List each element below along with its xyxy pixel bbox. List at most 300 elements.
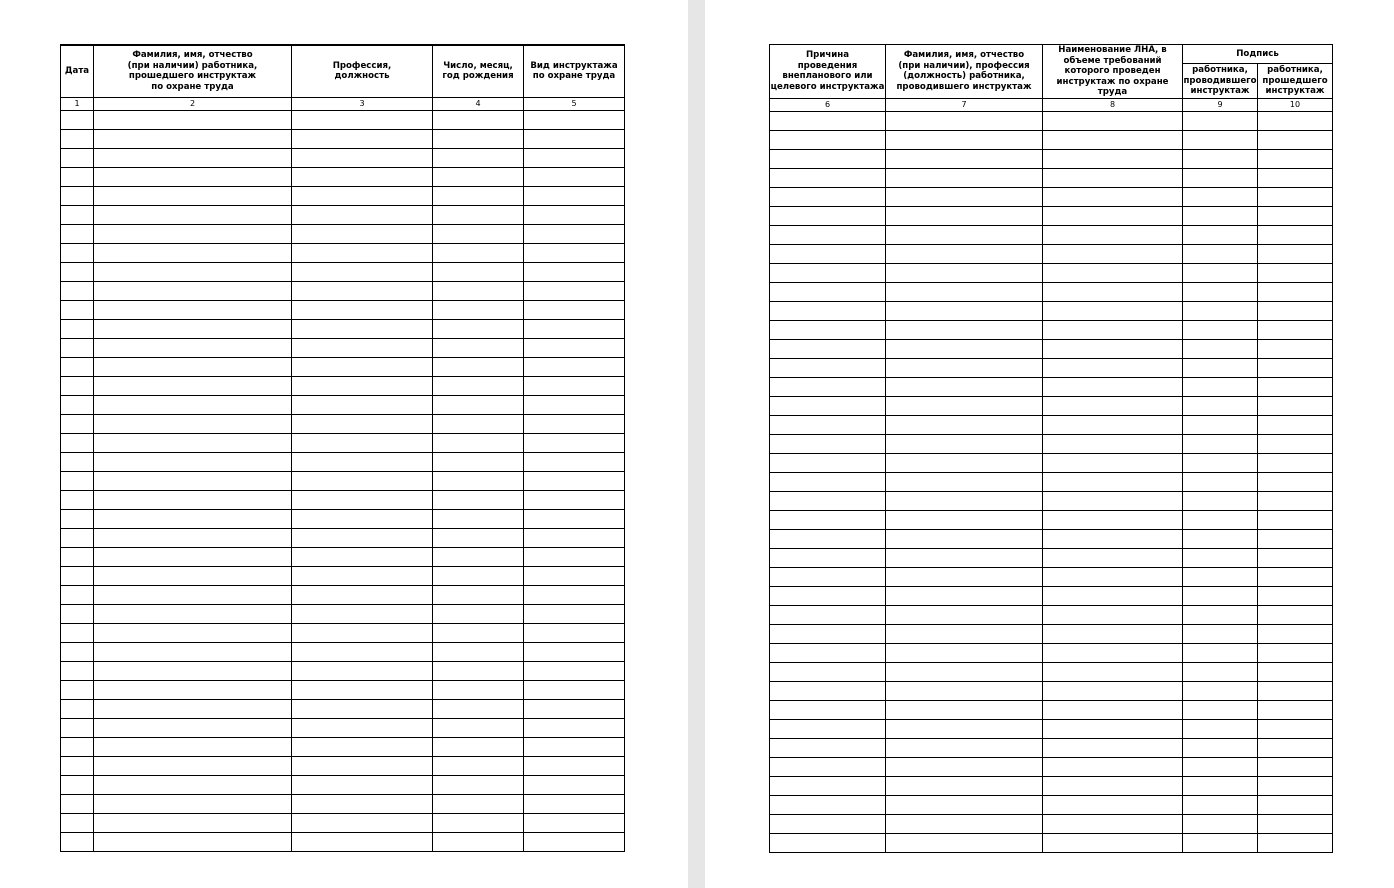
table-cell[interactable]: [61, 509, 94, 528]
table-cell[interactable]: [292, 547, 433, 566]
table-cell[interactable]: [61, 186, 94, 205]
table-cell[interactable]: [292, 604, 433, 623]
table-cell[interactable]: [1183, 282, 1258, 301]
table-cell[interactable]: [524, 167, 625, 186]
table-cell[interactable]: [770, 415, 886, 434]
table-cell[interactable]: [433, 338, 524, 357]
table-cell[interactable]: [524, 661, 625, 680]
table-cell[interactable]: [886, 339, 1043, 358]
table-cell[interactable]: [292, 680, 433, 699]
table-cell[interactable]: [61, 281, 94, 300]
table-cell[interactable]: [292, 756, 433, 775]
table-cell[interactable]: [1043, 548, 1183, 567]
table-cell[interactable]: [524, 832, 625, 851]
table-cell[interactable]: [1183, 586, 1258, 605]
table-cell[interactable]: [61, 756, 94, 775]
table-cell[interactable]: [1183, 225, 1258, 244]
table-cell[interactable]: [770, 149, 886, 168]
table-cell[interactable]: [1258, 282, 1333, 301]
table-cell[interactable]: [292, 395, 433, 414]
table-cell[interactable]: [524, 585, 625, 604]
table-cell[interactable]: [94, 376, 292, 395]
table-cell[interactable]: [61, 414, 94, 433]
table-cell[interactable]: [94, 148, 292, 167]
table-cell[interactable]: [433, 832, 524, 851]
table-cell[interactable]: [524, 129, 625, 148]
table-cell[interactable]: [61, 585, 94, 604]
table-cell[interactable]: [61, 604, 94, 623]
table-cell[interactable]: [94, 110, 292, 129]
table-cell[interactable]: [770, 776, 886, 795]
table-cell[interactable]: [292, 338, 433, 357]
table-cell[interactable]: [524, 794, 625, 813]
table-cell[interactable]: [94, 623, 292, 642]
table-cell[interactable]: [94, 680, 292, 699]
table-cell[interactable]: [1043, 491, 1183, 510]
table-cell[interactable]: [94, 794, 292, 813]
table-cell[interactable]: [1183, 662, 1258, 681]
table-cell[interactable]: [770, 624, 886, 643]
table-cell[interactable]: [770, 168, 886, 187]
table-cell[interactable]: [1183, 396, 1258, 415]
table-cell[interactable]: [770, 225, 886, 244]
table-cell[interactable]: [61, 129, 94, 148]
table-cell[interactable]: [524, 376, 625, 395]
table-cell[interactable]: [770, 472, 886, 491]
table-cell[interactable]: [292, 452, 433, 471]
table-cell[interactable]: [886, 586, 1043, 605]
table-cell[interactable]: [61, 433, 94, 452]
table-cell[interactable]: [524, 547, 625, 566]
table-cell[interactable]: [94, 737, 292, 756]
table-cell[interactable]: [770, 643, 886, 662]
table-cell[interactable]: [886, 301, 1043, 320]
table-cell[interactable]: [61, 243, 94, 262]
table-cell[interactable]: [292, 737, 433, 756]
table-cell[interactable]: [886, 358, 1043, 377]
table-cell[interactable]: [94, 471, 292, 490]
table-cell[interactable]: [1183, 111, 1258, 130]
table-cell[interactable]: [886, 434, 1043, 453]
table-cell[interactable]: [1183, 833, 1258, 852]
table-cell[interactable]: [1043, 567, 1183, 586]
table-cell[interactable]: [292, 148, 433, 167]
table-cell[interactable]: [1183, 624, 1258, 643]
table-cell[interactable]: [433, 490, 524, 509]
table-cell[interactable]: [61, 775, 94, 794]
table-cell[interactable]: [292, 699, 433, 718]
table-cell[interactable]: [292, 832, 433, 851]
table-cell[interactable]: [1043, 149, 1183, 168]
table-cell[interactable]: [1258, 548, 1333, 567]
table-cell[interactable]: [1043, 643, 1183, 662]
table-cell[interactable]: [292, 281, 433, 300]
table-cell[interactable]: [433, 281, 524, 300]
table-cell[interactable]: [886, 130, 1043, 149]
table-cell[interactable]: [524, 490, 625, 509]
table-cell[interactable]: [1043, 719, 1183, 738]
table-cell[interactable]: [94, 661, 292, 680]
table-cell[interactable]: [61, 737, 94, 756]
table-cell[interactable]: [61, 490, 94, 509]
table-cell[interactable]: [292, 471, 433, 490]
table-cell[interactable]: [1258, 130, 1333, 149]
table-cell[interactable]: [61, 262, 94, 281]
table-cell[interactable]: [61, 148, 94, 167]
table-cell[interactable]: [886, 605, 1043, 624]
table-cell[interactable]: [524, 737, 625, 756]
table-cell[interactable]: [433, 376, 524, 395]
table-cell[interactable]: [94, 528, 292, 547]
table-cell[interactable]: [61, 395, 94, 414]
table-cell[interactable]: [524, 281, 625, 300]
table-cell[interactable]: [433, 509, 524, 528]
table-cell[interactable]: [1043, 377, 1183, 396]
table-cell[interactable]: [292, 623, 433, 642]
table-cell[interactable]: [1258, 301, 1333, 320]
table-cell[interactable]: [886, 244, 1043, 263]
table-cell[interactable]: [1183, 434, 1258, 453]
table-cell[interactable]: [292, 300, 433, 319]
table-cell[interactable]: [524, 642, 625, 661]
table-cell[interactable]: [1258, 586, 1333, 605]
table-cell[interactable]: [1183, 263, 1258, 282]
table-cell[interactable]: [524, 148, 625, 167]
table-cell[interactable]: [770, 491, 886, 510]
table-cell[interactable]: [1258, 453, 1333, 472]
table-cell[interactable]: [770, 244, 886, 263]
table-cell[interactable]: [292, 167, 433, 186]
table-cell[interactable]: [433, 186, 524, 205]
table-cell[interactable]: [524, 756, 625, 775]
table-cell[interactable]: [94, 775, 292, 794]
table-cell[interactable]: [886, 168, 1043, 187]
table-cell[interactable]: [524, 338, 625, 357]
table-cell[interactable]: [1043, 434, 1183, 453]
table-cell[interactable]: [1258, 529, 1333, 548]
table-cell[interactable]: [292, 509, 433, 528]
table-cell[interactable]: [1183, 472, 1258, 491]
table-cell[interactable]: [61, 642, 94, 661]
table-cell[interactable]: [61, 338, 94, 357]
table-cell[interactable]: [1258, 757, 1333, 776]
table-cell[interactable]: [1043, 453, 1183, 472]
table-cell[interactable]: [886, 833, 1043, 852]
table-cell[interactable]: [61, 224, 94, 243]
table-cell[interactable]: [1183, 795, 1258, 814]
table-cell[interactable]: [770, 681, 886, 700]
table-cell[interactable]: [1043, 225, 1183, 244]
table-cell[interactable]: [292, 129, 433, 148]
table-cell[interactable]: [1258, 358, 1333, 377]
table-cell[interactable]: [1183, 719, 1258, 738]
table-cell[interactable]: [292, 566, 433, 585]
table-cell[interactable]: [433, 623, 524, 642]
table-cell[interactable]: [1258, 263, 1333, 282]
table-cell[interactable]: [886, 624, 1043, 643]
table-cell[interactable]: [94, 281, 292, 300]
table-cell[interactable]: [1043, 681, 1183, 700]
table-cell[interactable]: [524, 718, 625, 737]
table-cell[interactable]: [1043, 396, 1183, 415]
table-cell[interactable]: [433, 775, 524, 794]
table-cell[interactable]: [886, 263, 1043, 282]
table-cell[interactable]: [770, 206, 886, 225]
table-cell[interactable]: [433, 737, 524, 756]
table-cell[interactable]: [1258, 111, 1333, 130]
table-cell[interactable]: [433, 243, 524, 262]
table-cell[interactable]: [292, 224, 433, 243]
table-cell[interactable]: [61, 357, 94, 376]
table-cell[interactable]: [886, 700, 1043, 719]
table-cell[interactable]: [886, 282, 1043, 301]
table-cell[interactable]: [292, 661, 433, 680]
table-cell[interactable]: [1183, 681, 1258, 700]
table-cell[interactable]: [1183, 206, 1258, 225]
table-cell[interactable]: [524, 528, 625, 547]
table-cell[interactable]: [1183, 339, 1258, 358]
table-cell[interactable]: [1183, 415, 1258, 434]
table-cell[interactable]: [433, 148, 524, 167]
table-cell[interactable]: [886, 510, 1043, 529]
table-cell[interactable]: [1258, 472, 1333, 491]
table-cell[interactable]: [61, 680, 94, 699]
table-cell[interactable]: [1043, 814, 1183, 833]
table-cell[interactable]: [433, 205, 524, 224]
table-cell[interactable]: [61, 547, 94, 566]
table-cell[interactable]: [292, 433, 433, 452]
table-cell[interactable]: [292, 186, 433, 205]
table-cell[interactable]: [1043, 415, 1183, 434]
table-cell[interactable]: [524, 604, 625, 623]
table-cell[interactable]: [770, 453, 886, 472]
table-cell[interactable]: [770, 700, 886, 719]
table-cell[interactable]: [94, 186, 292, 205]
table-cell[interactable]: [433, 566, 524, 585]
table-cell[interactable]: [292, 414, 433, 433]
table-cell[interactable]: [1258, 339, 1333, 358]
table-cell[interactable]: [292, 775, 433, 794]
table-cell[interactable]: [1183, 377, 1258, 396]
table-cell[interactable]: [524, 699, 625, 718]
table-cell[interactable]: [94, 585, 292, 604]
table-cell[interactable]: [292, 262, 433, 281]
table-cell[interactable]: [61, 699, 94, 718]
table-cell[interactable]: [433, 262, 524, 281]
table-cell[interactable]: [770, 130, 886, 149]
table-cell[interactable]: [886, 187, 1043, 206]
table-cell[interactable]: [1183, 320, 1258, 339]
table-cell[interactable]: [1183, 776, 1258, 795]
table-cell[interactable]: [886, 529, 1043, 548]
table-cell[interactable]: [770, 187, 886, 206]
table-cell[interactable]: [292, 490, 433, 509]
table-cell[interactable]: [433, 680, 524, 699]
table-cell[interactable]: [94, 300, 292, 319]
table-cell[interactable]: [770, 301, 886, 320]
table-cell[interactable]: [524, 566, 625, 585]
table-cell[interactable]: [1183, 301, 1258, 320]
table-cell[interactable]: [524, 262, 625, 281]
table-cell[interactable]: [524, 243, 625, 262]
table-cell[interactable]: [770, 263, 886, 282]
table-cell[interactable]: [94, 756, 292, 775]
table-cell[interactable]: [94, 357, 292, 376]
table-cell[interactable]: [886, 719, 1043, 738]
table-cell[interactable]: [94, 243, 292, 262]
table-cell[interactable]: [1183, 149, 1258, 168]
table-cell[interactable]: [1043, 586, 1183, 605]
table-cell[interactable]: [94, 167, 292, 186]
table-cell[interactable]: [61, 452, 94, 471]
table-cell[interactable]: [1258, 225, 1333, 244]
table-cell[interactable]: [61, 832, 94, 851]
table-cell[interactable]: [1258, 681, 1333, 700]
table-cell[interactable]: [433, 585, 524, 604]
table-cell[interactable]: [886, 396, 1043, 415]
table-cell[interactable]: [524, 300, 625, 319]
table-cell[interactable]: [886, 377, 1043, 396]
table-cell[interactable]: [770, 757, 886, 776]
table-cell[interactable]: [524, 452, 625, 471]
table-cell[interactable]: [770, 795, 886, 814]
table-cell[interactable]: [1183, 491, 1258, 510]
table-cell[interactable]: [886, 453, 1043, 472]
table-cell[interactable]: [94, 699, 292, 718]
table-cell[interactable]: [1258, 206, 1333, 225]
table-cell[interactable]: [1183, 510, 1258, 529]
table-cell[interactable]: [433, 110, 524, 129]
table-cell[interactable]: [94, 262, 292, 281]
table-cell[interactable]: [94, 509, 292, 528]
table-cell[interactable]: [770, 510, 886, 529]
table-cell[interactable]: [524, 509, 625, 528]
table-cell[interactable]: [1258, 719, 1333, 738]
table-cell[interactable]: [94, 433, 292, 452]
table-cell[interactable]: [292, 585, 433, 604]
table-cell[interactable]: [1043, 833, 1183, 852]
table-cell[interactable]: [770, 738, 886, 757]
table-cell[interactable]: [1258, 738, 1333, 757]
table-cell[interactable]: [94, 547, 292, 566]
table-cell[interactable]: [1043, 776, 1183, 795]
table-cell[interactable]: [886, 795, 1043, 814]
table-cell[interactable]: [433, 794, 524, 813]
table-cell[interactable]: [1043, 510, 1183, 529]
table-cell[interactable]: [433, 604, 524, 623]
table-cell[interactable]: [1258, 415, 1333, 434]
table-cell[interactable]: [1043, 244, 1183, 263]
table-cell[interactable]: [61, 661, 94, 680]
table-cell[interactable]: [433, 661, 524, 680]
table-cell[interactable]: [433, 756, 524, 775]
table-cell[interactable]: [433, 642, 524, 661]
table-cell[interactable]: [1183, 757, 1258, 776]
table-cell[interactable]: [1258, 168, 1333, 187]
table-cell[interactable]: [94, 490, 292, 509]
table-cell[interactable]: [524, 224, 625, 243]
table-cell[interactable]: [1258, 244, 1333, 263]
table-cell[interactable]: [886, 472, 1043, 491]
table-cell[interactable]: [292, 319, 433, 338]
table-cell[interactable]: [1183, 567, 1258, 586]
table-cell[interactable]: [886, 662, 1043, 681]
table-cell[interactable]: [94, 129, 292, 148]
table-cell[interactable]: [61, 300, 94, 319]
table-cell[interactable]: [1043, 206, 1183, 225]
table-cell[interactable]: [94, 566, 292, 585]
table-cell[interactable]: [886, 320, 1043, 339]
table-cell[interactable]: [433, 471, 524, 490]
table-cell[interactable]: [770, 833, 886, 852]
table-cell[interactable]: [1258, 833, 1333, 852]
table-cell[interactable]: [94, 642, 292, 661]
table-cell[interactable]: [1258, 795, 1333, 814]
table-cell[interactable]: [433, 357, 524, 376]
table-cell[interactable]: [292, 642, 433, 661]
table-cell[interactable]: [61, 623, 94, 642]
table-cell[interactable]: [433, 433, 524, 452]
table-cell[interactable]: [770, 662, 886, 681]
table-cell[interactable]: [292, 528, 433, 547]
table-cell[interactable]: [292, 110, 433, 129]
table-cell[interactable]: [1258, 510, 1333, 529]
table-cell[interactable]: [292, 205, 433, 224]
table-cell[interactable]: [770, 339, 886, 358]
table-cell[interactable]: [94, 813, 292, 832]
table-cell[interactable]: [886, 225, 1043, 244]
table-cell[interactable]: [770, 358, 886, 377]
table-cell[interactable]: [1258, 149, 1333, 168]
table-cell[interactable]: [61, 813, 94, 832]
table-cell[interactable]: [886, 776, 1043, 795]
table-cell[interactable]: [1258, 662, 1333, 681]
table-cell[interactable]: [94, 452, 292, 471]
table-cell[interactable]: [1183, 738, 1258, 757]
table-cell[interactable]: [1043, 339, 1183, 358]
table-cell[interactable]: [524, 680, 625, 699]
table-cell[interactable]: [61, 718, 94, 737]
table-cell[interactable]: [1043, 187, 1183, 206]
table-cell[interactable]: [94, 205, 292, 224]
table-cell[interactable]: [433, 528, 524, 547]
table-cell[interactable]: [886, 206, 1043, 225]
table-cell[interactable]: [1183, 700, 1258, 719]
table-cell[interactable]: [61, 205, 94, 224]
table-cell[interactable]: [770, 111, 886, 130]
table-cell[interactable]: [433, 452, 524, 471]
table-cell[interactable]: [1258, 776, 1333, 795]
table-cell[interactable]: [433, 699, 524, 718]
table-cell[interactable]: [1043, 111, 1183, 130]
table-cell[interactable]: [1258, 377, 1333, 396]
table-cell[interactable]: [61, 566, 94, 585]
table-cell[interactable]: [1183, 643, 1258, 662]
table-cell[interactable]: [1043, 320, 1183, 339]
table-cell[interactable]: [886, 491, 1043, 510]
table-cell[interactable]: [433, 129, 524, 148]
table-cell[interactable]: [94, 414, 292, 433]
table-cell[interactable]: [94, 718, 292, 737]
table-cell[interactable]: [292, 357, 433, 376]
table-cell[interactable]: [524, 813, 625, 832]
table-cell[interactable]: [524, 623, 625, 642]
table-cell[interactable]: [61, 110, 94, 129]
table-cell[interactable]: [524, 775, 625, 794]
table-cell[interactable]: [1258, 320, 1333, 339]
table-cell[interactable]: [433, 167, 524, 186]
table-cell[interactable]: [1258, 434, 1333, 453]
